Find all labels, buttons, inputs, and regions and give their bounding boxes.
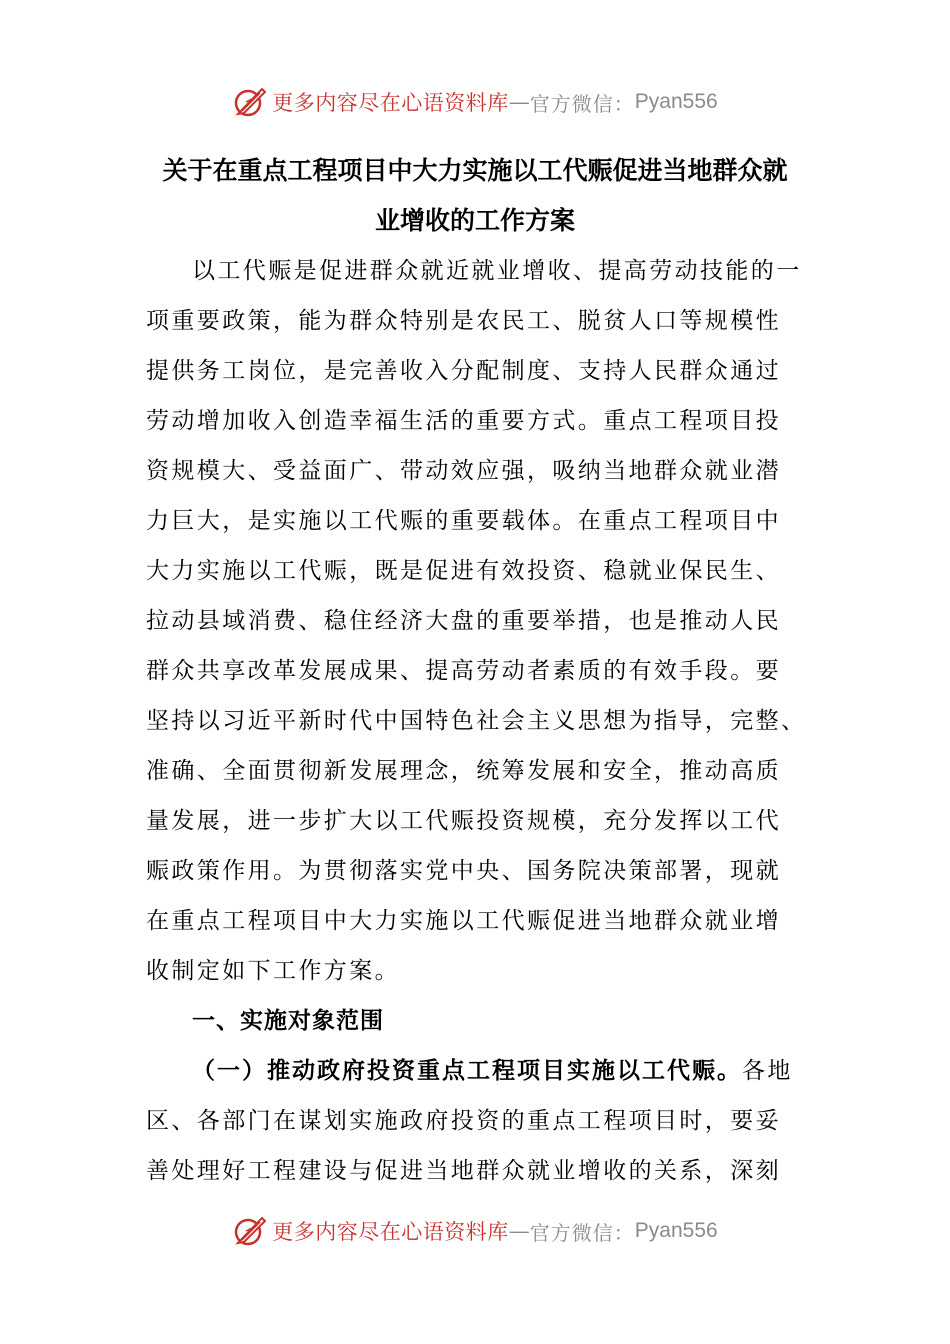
quill-logo-icon	[232, 84, 268, 120]
intro-line: 资规模大、受益面广、带动效应强，吸纳当地群众就业潜	[146, 458, 781, 484]
section-body-line: 区、各部门在谋划实施政府投资的重点工程项目时，要妥	[146, 1108, 781, 1134]
banner-separator: —	[508, 90, 530, 114]
title-line-1: 关于在重点工程项目中大力实施以工代赈促进当地群众就	[162, 156, 788, 185]
section-item-title: （一）推动政府投资重点工程项目实施以工代赈。	[192, 1058, 742, 1084]
wechat-id: Pyan556	[634, 90, 718, 113]
banner-separator: —	[508, 1219, 530, 1243]
intro-line: 在重点工程项目中大力实施以工代赈促进当地群众就业增	[146, 908, 781, 934]
intro-line: 力巨大，是实施以工代赈的重要载体。在重点工程项目中	[146, 508, 781, 534]
section-body-line: 善处理好工程建设与促进当地群众就业增收的关系，深刻	[146, 1158, 781, 1184]
document-title	[140, 146, 810, 246]
intro-line: 收制定如下工作方案。	[146, 958, 400, 984]
intro-line: 准确、全面贯彻新发展理念，统筹发展和安全，推动高质	[146, 758, 781, 784]
intro-line: 劳动增加收入创造幸福生活的重要方式。重点工程项目投	[146, 408, 781, 434]
section-item-text: 各地	[742, 1058, 793, 1084]
section-heading: 一、实施对象范围	[192, 1008, 384, 1034]
intro-line: 赈政策作用。为贯彻落实党中央、国务院决策部署，现就	[146, 858, 781, 884]
brand-text: 更多内容尽在心语资料库	[272, 1220, 509, 1244]
footer-banner	[0, 1211, 950, 1251]
document-body	[146, 246, 826, 1196]
intro-line: 群众共享改革发展成果、提高劳动者素质的有效手段。要	[146, 658, 781, 684]
brand-text: 更多内容尽在心语资料库	[272, 91, 509, 115]
wechat-label: 官方微信：	[529, 91, 635, 116]
intro-line: 以工代赈是促进群众就近就业增收、提高劳动技能的一	[192, 258, 802, 284]
intro-line: 项重要政策，能为群众特别是农民工、脱贫人口等规模性	[146, 308, 781, 334]
intro-line: 大力实施以工代赈，既是促进有效投资、稳就业保民生、	[146, 558, 781, 584]
header-banner	[0, 82, 950, 122]
title-line-2: 业增收的工作方案	[374, 206, 575, 235]
intro-line: 拉动县域消费、稳住经济大盘的重要举措，也是推动人民	[146, 608, 781, 634]
quill-logo-icon	[232, 1213, 268, 1249]
intro-line: 量发展，进一步扩大以工代赈投资规模，充分发挥以工代	[146, 808, 781, 834]
intro-line: 提供务工岗位，是完善收入分配制度、支持人民群众通过	[146, 358, 781, 384]
section-item-line	[146, 1046, 826, 1096]
intro-line: 坚持以习近平新时代中国特色社会主义思想为指导，完整、	[146, 708, 807, 734]
wechat-id: Pyan556	[634, 1219, 718, 1242]
wechat-label: 官方微信：	[529, 1220, 635, 1245]
